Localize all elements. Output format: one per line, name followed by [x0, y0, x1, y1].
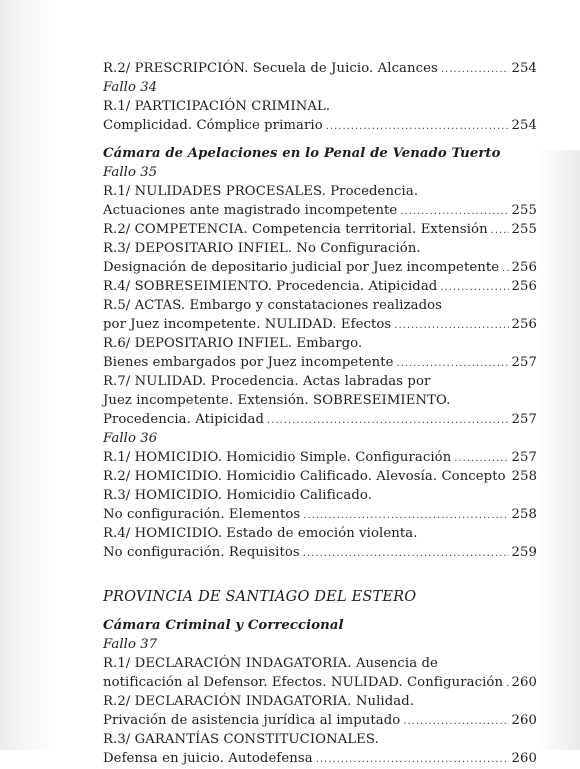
dot-leader [303, 544, 509, 563]
index-line: R.3/ GARANTÍAS CONSTITUCIONALES. [103, 732, 379, 747]
court-heading: Cámara de Apelaciones en lo Penal de Venado Tuerto [103, 146, 501, 161]
index-entry [103, 201, 537, 220]
index-entry [103, 410, 537, 429]
entry-text: por Juez incompetente. NULIDAD. Efectos [103, 317, 392, 332]
index-line: R.2/ DECLARACIÓN INDAGATORIA. Nulidad. [103, 694, 415, 709]
dot-leader [491, 221, 509, 240]
entry-text: R.2/ PRESCRIPCIÓN. Secuela de Juicio. Alcances [103, 61, 438, 76]
entry-text: Procedencia. Atipicidad [103, 412, 265, 427]
dot-leader [441, 60, 509, 79]
entry-text: Defensa en juicio. Autodefensa [103, 751, 313, 766]
page-number: 256 [511, 279, 537, 294]
page-number: 257 [511, 450, 537, 465]
dot-leader [303, 506, 508, 525]
dot-leader [397, 354, 509, 373]
page-number: 257 [511, 412, 537, 427]
index-entry [103, 467, 537, 486]
index-line: R.3/ DEPOSITARIO INFIEL. No Configuración. [103, 241, 421, 256]
spacer [103, 562, 537, 588]
page-number: 257 [511, 355, 537, 370]
entry-text: Designación de depositario judicial por Juez incompetente [103, 260, 500, 275]
page-number: 255 [511, 222, 537, 237]
index-line: R.3/ HOMICIDIO. Homicidio Calificado. [103, 488, 373, 503]
index-entry [103, 315, 537, 334]
page-number: 254 [511, 118, 537, 133]
page-edge-shadow [0, 0, 58, 750]
index-entry [103, 353, 537, 372]
fallo-heading: Fallo 34 [103, 80, 158, 95]
dot-leader [267, 411, 509, 430]
entry-text: Bienes embargados por Juez incompetente [103, 355, 394, 370]
entry-text: Privación de asistencia jurídica al imputado [103, 713, 401, 728]
dot-leader [454, 449, 508, 468]
page-number: 260 [511, 713, 537, 728]
province-heading: PROVINCIA DE SANTIAGO DEL ESTERO [103, 589, 417, 605]
entry-text: R.2/ HOMICIDIO. Homicidio Calificado. Alevosía. Concepto [103, 469, 506, 484]
dot-leader [400, 202, 508, 221]
index-entry [103, 673, 537, 692]
index-entry [103, 505, 537, 524]
page-edge-shadow-right [538, 150, 580, 750]
index-line: Juez incompetente. Extensión. SOBRESEIMIENTO. [103, 393, 451, 408]
page-number: 255 [511, 203, 537, 218]
page-number: 260 [511, 675, 537, 690]
index-line: R.5/ ACTAS. Embargo y constataciones realizados [103, 298, 443, 313]
page-number: 254 [511, 61, 537, 76]
dot-leader [502, 259, 508, 278]
index-line: R.1/ DECLARACIÓN INDAGATORIA. Ausencia de [103, 656, 438, 671]
page-number: 258 [511, 507, 537, 522]
index-entry [103, 749, 537, 768]
index-line: R.6/ DEPOSITARIO INFIEL. Embargo. [103, 336, 363, 351]
index-entry [103, 116, 537, 135]
entry-text: R.2/ COMPETENCIA. Competencia territorial. Extensión [103, 222, 488, 237]
entry-text: No configuración. Elementos [103, 507, 301, 522]
index-entry [103, 277, 537, 296]
index-entry [103, 448, 537, 467]
page-number: 258 [511, 469, 538, 484]
page-number: 259 [511, 545, 537, 560]
page-number: 256 [511, 260, 537, 275]
dot-leader [394, 316, 508, 335]
dot-leader [316, 750, 509, 769]
entry-text: R.1/ HOMICIDIO. Homicidio Simple. Configuración [103, 450, 452, 465]
index-line: R.4/ HOMICIDIO. Estado de emoción violenta. [103, 526, 418, 541]
fallo-heading: Fallo 37 [103, 637, 158, 652]
index-entry [103, 711, 537, 730]
entry-text: R.4/ SOBRESEIMIENTO. Procedencia. Atipicidad [103, 279, 438, 294]
entry-text: No configuración. Requisitos [103, 545, 300, 560]
fallo-heading: Fallo 36 [103, 431, 158, 446]
index-line: R.1/ NULIDADES PROCESALES. Procedencia. [103, 184, 419, 199]
index-entry [103, 258, 537, 277]
index-entry [103, 220, 537, 239]
dot-leader [403, 712, 508, 731]
dot-leader [440, 278, 508, 297]
dot-leader [326, 117, 509, 136]
index-line: R.7/ NULIDAD. Procedencia. Actas labradas por [103, 374, 431, 389]
index-content [103, 59, 537, 768]
dot-leader [506, 674, 508, 693]
entry-text: notificación al Defensor. Efectos. NULIDAD. Configuración [103, 675, 504, 690]
spacer [103, 607, 537, 616]
page-number: 256 [511, 317, 537, 332]
fallo-heading: Fallo 35 [103, 165, 158, 180]
index-line: R.1/ PARTICIPACIÓN CRIMINAL. [103, 99, 331, 114]
page-number: 260 [511, 751, 537, 766]
spacer [103, 135, 537, 144]
index-entry [103, 543, 537, 562]
index-entry [103, 59, 537, 78]
entry-text: Actuaciones ante magistrado incompetente [103, 203, 398, 218]
court-heading: Cámara Criminal y Correccional [103, 618, 344, 633]
entry-text: Complicidad. Cómplice primario [103, 118, 323, 133]
